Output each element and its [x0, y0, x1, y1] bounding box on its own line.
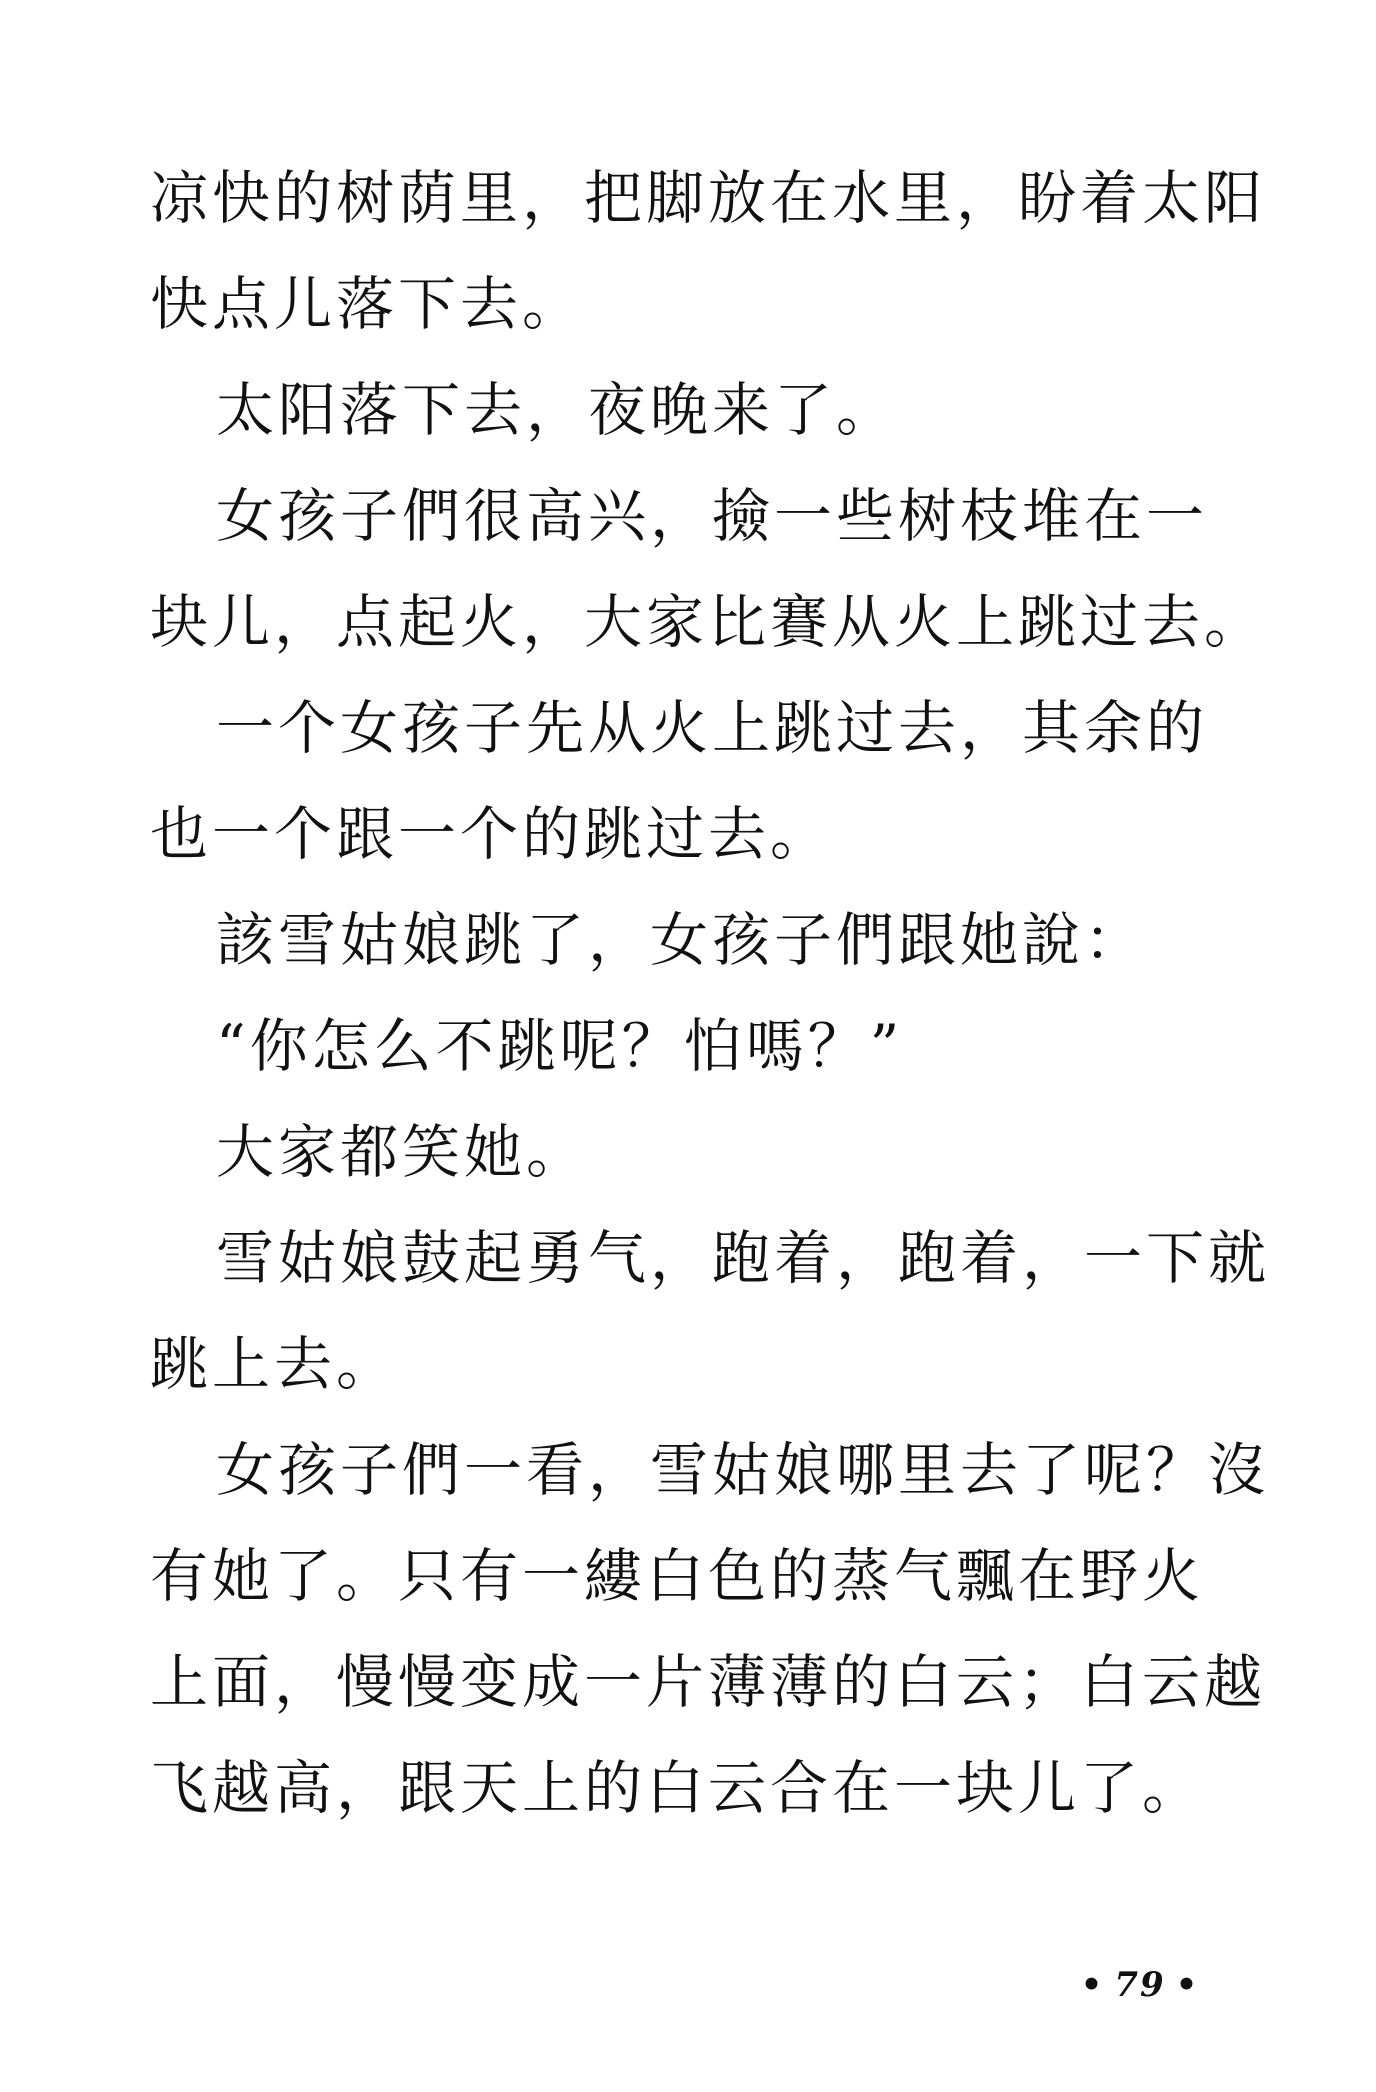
- text-line: 女孩子們一看，雪姑娘哪里去了呢？沒: [216, 1436, 1271, 1504]
- page-number-value: 79: [1114, 1965, 1166, 2005]
- text-line: 块儿，点起火，大家比賽从火上跳过去。: [150, 588, 1267, 656]
- page-number-left-dot: •: [1080, 1965, 1105, 2005]
- text-line: 該雪姑娘跳了，女孩子們跟她說：: [216, 906, 1147, 974]
- page-number-right-dot: •: [1175, 1965, 1200, 2005]
- page-number: [1060, 1965, 1220, 2005]
- text-line: 跳上去。: [150, 1330, 399, 1398]
- text-line: 凉快的树荫里，把脚放在水里，盼着太阳: [150, 164, 1267, 232]
- text-line: 女孩子們很高兴，撿一些树枝堆在一: [216, 482, 1209, 550]
- text-line: 有她了。只有一縷白色的蒸气飄在野火: [150, 1542, 1205, 1610]
- text-line: 雪姑娘鼓起勇气，跑着，跑着，一下就: [216, 1224, 1271, 1292]
- text-line: 大家都笑她。: [216, 1118, 589, 1186]
- body-text: [150, 145, 1271, 1841]
- text-line: 飞越高，跟天上的白云合在一块儿了。: [150, 1754, 1205, 1822]
- text-line: 也一个跟一个的跳过去。: [150, 800, 833, 868]
- text-line: “你怎么不跳呢？怕嗎？”: [216, 1012, 904, 1080]
- text-line: 一个女孩子先从火上跳过去，其余的: [216, 694, 1209, 762]
- text-line: 上面，慢慢变成一片薄薄的白云；白云越: [150, 1648, 1267, 1716]
- text-line: 快点儿落下去。: [150, 270, 585, 338]
- text-line: 太阳落下去，夜晚来了。: [216, 376, 899, 444]
